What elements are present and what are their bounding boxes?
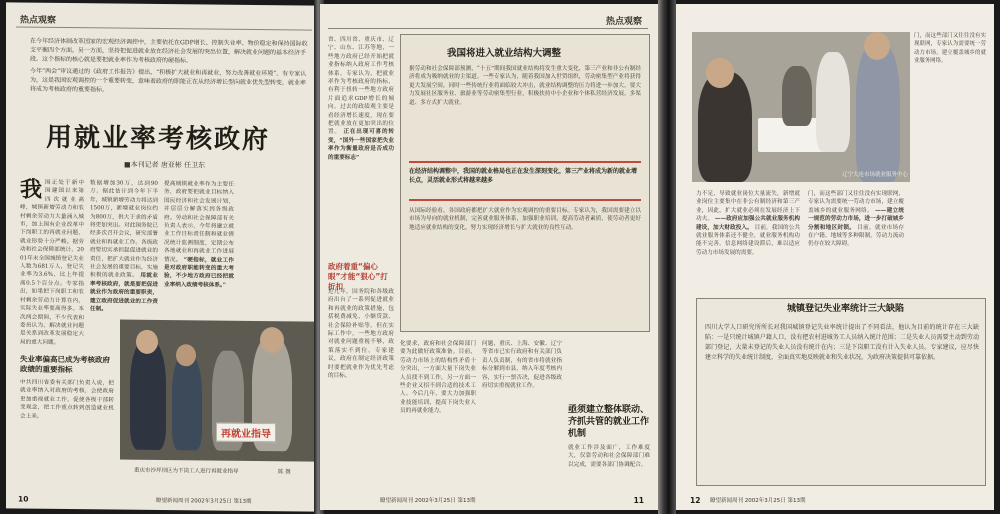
person-head xyxy=(136,330,158,354)
page-number: 12 xyxy=(690,496,701,505)
column-1-bold: 正在出现可喜的转变，“国外一些国家把失业率作为衡量政府是否成功的重要标志” xyxy=(328,129,394,161)
article-column-3: 门，而这些部门又往往没有实现联网，专家认为需要统一劳动力市场，建立覆盖城乡的就业服务网络。 xyxy=(914,33,986,65)
person-figure xyxy=(856,42,900,182)
photo-credit: 陈 摄 xyxy=(278,469,291,476)
red-divider xyxy=(409,161,641,163)
column-1-text: 力不足，导致就业岗位大量流失，新增就业岗位主要集中在非公有制经济和第三产业，因此，扩大就业必须在发展经济上下功夫。 xyxy=(696,191,800,223)
column-3-bold: “硬指标，就业工作是对政府职能转变的重大考验，不少地方政府已经把就业率纳入政绩考核体系。” xyxy=(164,256,235,289)
box-callout: 在经济结构调整中，我国的就业格局也正在发生深刻变化，第三产业将成为新的就业增长点，灵活就业形式将越来越多 xyxy=(409,168,638,184)
photo-sign: 再就业指导 xyxy=(216,423,276,443)
box-text-2: 从国际经验看，各国政府都把扩大就业作为宏观调控的重要目标。专家认为，我国需要建立以市场为导向的就业机制，完善就业服务体系，加强职业培训，提高劳动者素质，使劳动者更好地适应就业结构的变化，努力实现经济增长与扩大就业的良性互动。 xyxy=(409,208,641,231)
person-head xyxy=(864,32,890,60)
column-2b-text: 目前，就业市场存在户籍、地域等多种限制，劳动力流动仍存在较大障碍。 xyxy=(808,224,904,248)
footer-text: 瞭望新闻周刊 2002年3月25日 第13期 xyxy=(710,498,806,504)
person-head xyxy=(260,327,284,353)
red-subheading: 政府着重“偏心眼”才能“狠心”打折扣 xyxy=(328,262,388,291)
article-column-2: 化要求，政府和社会保障部门要为此做好政策准备。目前，劳动力市场上的结构性矛盾十分突出，一方面大量下岗失业人员找不到工作，另一方面一些企业又招不到合适的技术工人。今后几年，要大力加强职业技能培训，提高下岗失业人员的再就业能力。 xyxy=(400,341,476,415)
box-text: 据劳动和社会保障部预测，“十五”期间我国就业结构将发生重大变化，第三产业和非公有制经济将成为吸纳就业的主渠道。一些专家认为，随着我国加入世贸组织，劳动密集型产业将获得更大发展空间，同时一些传统行业将面临较大冲击，就业结构调整的压力将进一步加大。要大力发展社区服务业、旅游业等劳动密集型行业，积极扶持中小企业和个体私营经济发展，多渠道、多方式扩大就业。 xyxy=(409,66,641,106)
news-photo xyxy=(120,320,316,462)
footer-text: 瞭望新闻周刊 2002年3月25日 第13期 xyxy=(156,497,252,505)
article-column-4: 就业工作涉及面广，工作难度大，仅靠劳动和社会保障部门难以完成，需要各部门协调配合。 xyxy=(568,445,650,468)
column-3-text: 提高城镇就业率作为主要任务，政府要把就业目标纳入国民经济和社会发展计划，并层层分解落实到各级政府。劳动和社会保障部有关负责人表示，今年将建立就业工作目标责任制和就业情况统计监测制度，定期公布各地就业和再就业工作进展情况。 xyxy=(164,181,234,263)
article-column-1 xyxy=(20,176,84,346)
column-2-bold: 用就业率考核政府，就是要把促进就业作为政府的重要职责，建立政府促进就业的工作责任制。 xyxy=(90,273,158,313)
photo-caption: 重庆市沙坪坝区为下岗工人进行再就业指导 xyxy=(134,467,239,475)
section-label: 热点观察 xyxy=(605,17,642,27)
headline: 用就业率考核政府 xyxy=(46,122,271,156)
drop-cap: 我 xyxy=(20,176,43,203)
article-column-3: 问题，重庆、上海、安徽、辽宁等省市已实行政府和有关部门负责人负责制，有的省市将就业指标分解到市县，纳入年度考核内容，实行一票否决，促进各级政府切实重视就业工作。 xyxy=(482,341,562,390)
person-figure xyxy=(698,72,752,182)
article-column-1 xyxy=(328,36,394,258)
magazine-page-11 xyxy=(320,4,658,510)
sidebar-box xyxy=(400,34,650,332)
article-column-1 xyxy=(696,190,800,294)
article-column-1b: 近几年，国务院和各级政府出台了一系列促进就业和再就业的政策措施，包括税费减免、小额贷款、社会保险补贴等。但在实际工作中，一些地方政府对就业问题重视不够，政策落实不到位。专家建议，政府在制定经济政策时要把就业作为优先考虑的目标。 xyxy=(328,289,394,380)
magazine-page-12 xyxy=(676,4,994,510)
sidebar-heading: 失业率偏高已成为考核政府政绩的重要指标 xyxy=(20,354,110,375)
column-1-bold: ——政府应加强公共就业服务机构建设，加大财政投入。 xyxy=(696,216,800,231)
page-number: 11 xyxy=(633,496,644,505)
page-gap xyxy=(658,0,676,514)
column-2-text: 数据增加30万，达到90万，据此估计到今年下半年，城镇新增劳动力将达到1500万，新增就业岗位约为800万，供大于求的矛盾将更加突出。对此国务院已经多次召开会议，研究部署就业和再就业工作。各级政府要切实承担起促进就业的责任，把扩大就业作为经济社会发展的重要目标，实施积极的就业政策。 xyxy=(90,180,158,280)
article-column-3 xyxy=(164,180,234,343)
subheading: 亟须建立整体联动、齐抓共管的就业工作机制 xyxy=(568,405,650,439)
person-figure xyxy=(816,52,850,152)
person-figure xyxy=(782,66,812,126)
article-column-2 xyxy=(90,179,158,342)
person-head xyxy=(706,58,734,88)
lead-paragraph: 在今年经济体制改革国家的宏观经济调控中，主要依托在GDP增长、控制失业率、物价稳定和保持国际收支平衡四个方面，另一方面，坚持把促进就业放在经济社会发展的突出位置，解决就业问题的基本经济手段。这个指标的核心就是要把就业率作为考核政府的硬指标。 xyxy=(30,37,308,65)
person-head xyxy=(176,344,196,366)
footer-text: 瞭望新闻周刊 2002年3月25日 第13期 xyxy=(380,498,476,504)
lead-paragraph-2: 今年“两会”审议通过的《政府工作报告》提出，“积极扩大就业和再就业，努力改善就业环境”。有专家认为，这是我国宏观调控的一个重要转变，意味着政府的职能正在从经济增长型向就业优先型转变，就业率将成为考核政府的重要指标。 xyxy=(30,67,307,94)
article-column-4: 中共四川省委有关部门负责人说，把就业率纳入对政府的考核，会使政府更加重视就业工作，促使各级干部转变观念，把工作重点转到创造就业机会上来。 xyxy=(20,379,114,420)
page-number: 10 xyxy=(18,494,29,504)
news-photo xyxy=(692,32,910,182)
article-column-2 xyxy=(808,190,904,294)
sidebar-box xyxy=(696,298,986,486)
header-rule xyxy=(328,28,648,29)
column-2-text: 门，而这些部门又往往没有实现联网，专家认为需要统一劳动力市场，建立覆盖城乡的就业服务网络。 xyxy=(808,191,904,214)
person-figure xyxy=(172,354,202,450)
box-title: 城镇登记失业率统计三大缺陷 xyxy=(787,304,905,314)
column-2-bold: ——建立统一规范的劳动力市场，进一步打破城乡分割和地区封锁。 xyxy=(808,207,904,231)
photo-caption: 辽宁大连市场就业服务中心 xyxy=(842,172,909,178)
header-rule xyxy=(16,26,312,30)
column-1b-text: 目前，我国的公共就业服务体系还不健全，就业服务机构功能不完善，信息网络建设滞后，难以适应劳动力市场发展的需要。 xyxy=(696,224,800,256)
magazine-page-10 xyxy=(6,2,318,511)
column-1-text: 国正处于新中国建国以来第四次就业高峰，城镇新增劳动力和农村剩余劳动力大量涌入城市，加上国有企业改革中下岗职工的再就业问题，就业形势十分严峻。据劳动和社会保障部统计，2001年末全国城镇登记失业人数为681万人，登记失业率为3.6%，比上年提高0.5个百分点。专家指出，如果把下岗职工和农村剩余劳动力计算在内，实际失业率要高得多。本次两会期间，不少代表和委员认为，解决就业问题是关系到改革发展稳定大局的重大问题。 xyxy=(20,179,84,346)
section-label: 热点观察 xyxy=(20,15,57,26)
column-1-text: 省、四川省、重庆市、辽宁、山东、江苏等地，一些地方政府已经开始把就业指标纳入政府工作考核体系。专家认为，把就业率作为考核政府的指标，有利于扭转一些地方政府片面追求GDP增长的倾向。过去的政绩观主要是看经济增长速度，现在要把就业放在更加突出的位置。 xyxy=(328,37,394,136)
box-text: 四川大学人口研究所所长对我国城镇登记失业率统计提出了不同看法，他认为目前的统计存在三大缺陷：一是只统计城镇户籍人口，没有把农村进城务工人员纳入统计范围；二是失业人员需要主动到劳动部门登记，大量未登记的失业人员没有统计在内；三是下岗职工没有计入失业人员。专家建议，应尽快建立科学的失业统计制度，全面真实地反映就业和失业状况，为政府决策提供可靠依据。 xyxy=(705,324,979,361)
person-figure xyxy=(130,340,166,450)
box-title: 我国将进入就业结构大调整 xyxy=(447,48,562,59)
red-divider xyxy=(409,199,641,201)
byline: ■本刊记者 唐亚彬 任卫东 xyxy=(124,160,206,170)
